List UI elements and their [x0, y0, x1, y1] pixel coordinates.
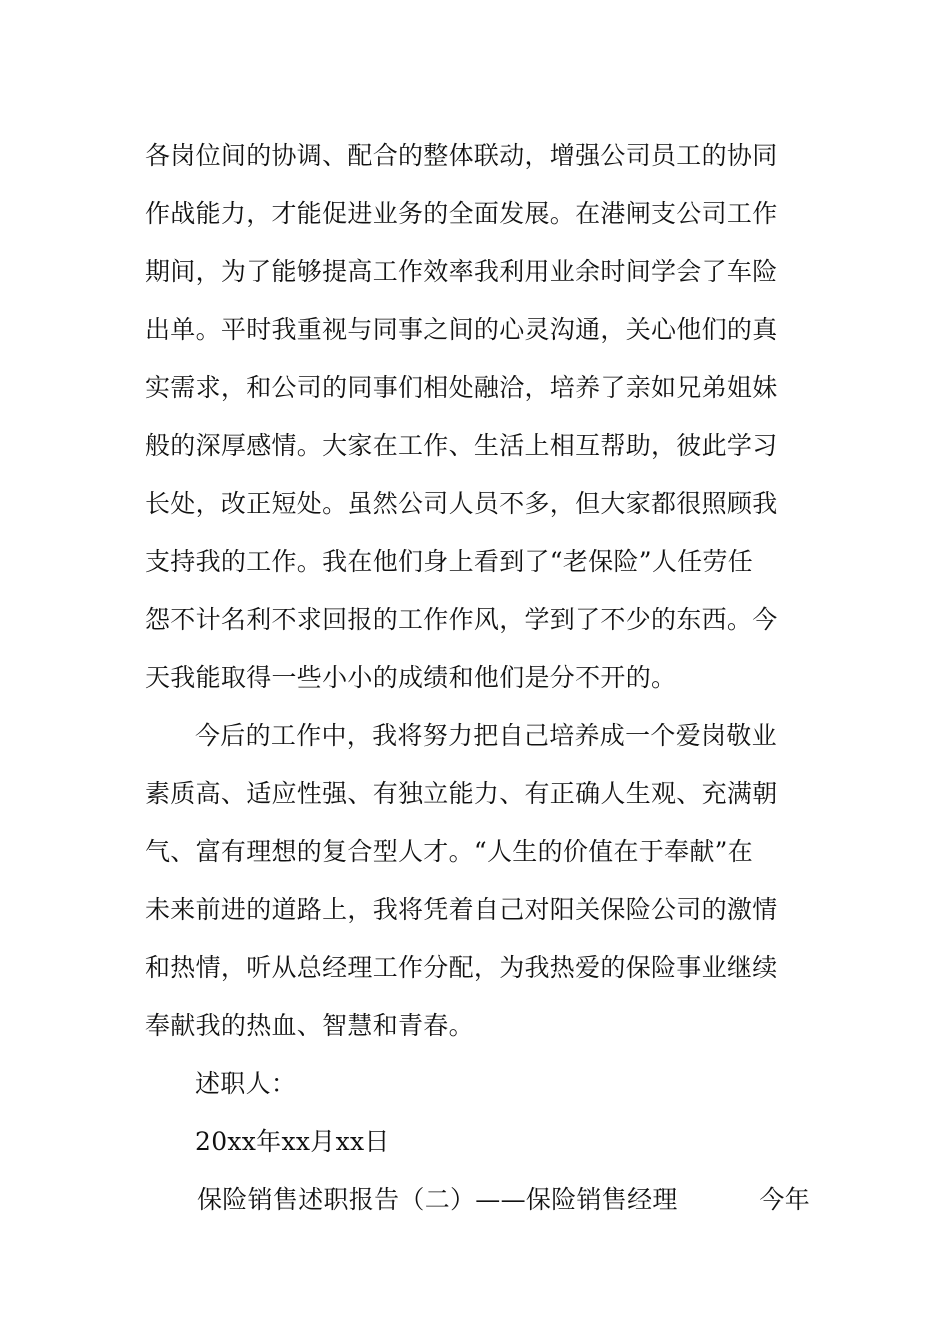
paragraph-line: 长处，改正短处。虽然公司人员不多，但大家都很照顾我 — [145, 489, 778, 518]
paragraph-line: 般的深厚感情。大家在工作、生活上相互帮助，彼此学习 — [145, 431, 778, 460]
section-title: 保险销售述职报告（二）——保险销售经理 — [197, 1185, 678, 1214]
paragraph-line: 作战能力，才能促进业务的全面发展。在港闸支公司工作 — [145, 199, 778, 228]
paragraph-line: 气、富有理想的复合型人才。“人生的价值在于奉献”在 — [145, 837, 754, 866]
paragraph-line: 和热情，听从总经理工作分配，为我热爱的保险事业继续 — [145, 953, 778, 982]
paragraph-line: 出单。平时我重视与同事之间的心灵沟通，关心他们的真 — [145, 315, 778, 344]
paragraph-line: 奉献我的热血、智慧和青春。 — [145, 1011, 474, 1040]
paragraph-line: 各岗位间的协调、配合的整体联动，增强公司员工的协同 — [145, 141, 778, 170]
paragraph-line: 支持我的工作。我在他们身上看到了“老保险”人任劳任 — [145, 547, 754, 576]
paragraph-colleagues — [145, 127, 810, 707]
paragraph-line: 实需求，和公司的同事们相处融洽，培养了亲如兄弟姐妹 — [145, 373, 778, 402]
document-body — [145, 127, 810, 1229]
paragraph-future-work — [145, 707, 810, 1055]
paragraph-line: 天我能取得一些小小的成绩和他们是分不开的。 — [145, 663, 677, 692]
paragraph-line: 今后的工作中，我将努力把自己培养成一个爱岗敬业 — [195, 721, 777, 750]
paragraph-line: 期间，为了能够提高工作效率我利用业余时间学会了车险 — [145, 257, 778, 286]
paragraph-line: 未来前进的道路上，我将凭着自己对阳关保险公司的激情 — [145, 895, 778, 924]
report-date: 20xx年xx月xx日 — [195, 1127, 390, 1156]
reporter-label: 述职人： — [195, 1069, 297, 1098]
section-heading-line — [145, 1171, 810, 1229]
paragraph-line: 素质高、适应性强、有独立能力、有正确人生观、充满朝 — [145, 779, 778, 808]
section-continuation: 今年 — [759, 1185, 810, 1214]
paragraph-line: 怨不计名利不求回报的工作作风，学到了不少的东西。今 — [145, 605, 778, 634]
